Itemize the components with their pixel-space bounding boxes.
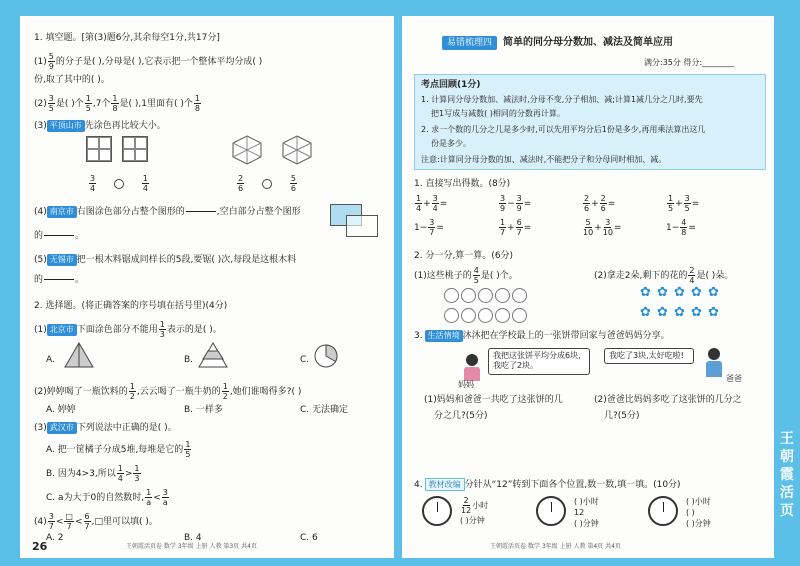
option-text: < [153,493,161,503]
mom-speech-bubble: 我把这张饼平均分成6块,我吃了2块。 [488,348,590,375]
calc-item [666,218,696,237]
denominator: 10 [583,228,594,237]
numerator: 3 [684,194,690,203]
calc-item [414,194,447,213]
q1-3 [34,120,166,132]
review-item: 1. 计算同分母分数加、减法时,分母不变,分子相加、减;计算1减几分之几时,要先 [421,95,703,104]
mom-figure-icon [462,354,482,382]
q1-2-text: 是( ),1里面有( )个 [119,99,193,109]
denominator: 8 [112,104,118,113]
equals: = [523,223,532,233]
q2-2-option-c[interactable]: C. 无法确定 [300,405,349,415]
flower-icon: ✿ [691,305,702,320]
fraction [64,512,74,531]
numerator: 3 [48,512,54,521]
numerator: 1 [222,382,228,391]
r-q1-title: 1. 直接写出得数。(8分) [414,179,511,189]
denominator: 10 [602,228,613,237]
option-text: > [124,469,133,479]
q2-4-label: (4) [34,517,47,527]
operator: 1− [414,223,428,233]
square-grid-shape [86,136,112,162]
fraction [84,512,91,531]
flower-icon: ✿ [708,285,719,300]
dad-speech-bubble: 我吃了3块,太好吃啦! [604,348,694,364]
right-page [402,16,774,558]
r-q3-header [414,330,670,342]
r-q4-header [414,478,681,491]
peach-icon [495,288,510,303]
calc-item [582,194,615,213]
hour-unit: 小时 [694,497,711,506]
r-q2-2-text: (2)拿走2朵,剩下的花的 [594,271,688,281]
denominator: 4 [117,474,123,483]
denominator: 6 [584,204,590,213]
equals: = [691,199,700,209]
city-tag: 平顶山市 [47,120,85,132]
denominator: 12 [574,508,585,517]
equals: = [607,199,616,209]
q2-3-option-c[interactable] [46,488,170,507]
fraction [516,194,523,213]
review-note: 注意:计算同分母分数的加、减法时,不能把分子和分母同时相加、减。 [421,155,667,164]
q2-2-option-b[interactable]: B. 一样多 [184,405,223,415]
denominator: 8 [681,228,687,237]
fraction [194,94,201,113]
scenario-tag: 生活情境 [425,330,463,342]
left-page [20,16,394,558]
q2-3 [34,422,177,434]
numerator: 6 [84,512,90,521]
city-tag: 北京市 [47,324,77,336]
city-tag: 南京市 [47,206,77,218]
flower-icon: ✿ [640,285,651,300]
fraction [111,94,118,113]
denominator: 4 [90,184,96,193]
clock-icon [422,496,452,526]
calc-item [582,218,621,237]
fraction [159,320,166,339]
triangle-shape [198,342,228,368]
denominator: 7 [429,228,435,237]
flower-icon: ✿ [640,305,651,320]
clock-icon [536,496,566,526]
q1-5-cont [34,274,84,286]
numerator: 5 [48,52,54,61]
denominator: 7 [66,522,72,531]
square-grid-shape [122,136,148,162]
numerator: 1 [668,194,674,203]
q2-4 [34,512,158,531]
q1-4 [34,206,301,218]
denominator: 7 [516,228,522,237]
q1-5 [34,254,296,266]
numerator: □ [65,512,73,521]
minute-unit: 分钟 [582,519,599,528]
flower-icon: ✿ [691,285,702,300]
q1-5-text: 的 [34,275,44,285]
numerator: 1 [129,382,135,391]
q2-4-text: < [55,517,64,527]
review-item: 把1写成与减数( )相同的分数再计算。 [431,109,565,118]
fraction [461,496,471,515]
calc-item [498,218,531,237]
option-text: A. 把一筐橘子分成5堆,每堆是它的 [46,445,184,455]
r-q3-1: (1)妈妈和爸爸一共吃了这张饼的几 [424,395,563,405]
fraction [85,94,92,113]
denominator: a [146,498,152,507]
peach-icon [461,308,476,323]
clock-icon [648,496,678,526]
q2-2-option-a[interactable]: A. 婷婷 [46,405,76,415]
r-q2-title: 2. 分一分,算一算。(6分) [414,251,514,261]
r-q4-title: 分针从“12”转到下面各个位置,数一数,填一填。(10分) [464,480,681,490]
q1-4-text: 的 [34,231,44,241]
section-title: 简单的同分母分数加、减法及简单应用 [503,37,674,49]
operator: − [507,199,515,209]
q2-1-option-b[interactable]: B. [184,355,194,365]
compare-row-2 [236,174,298,193]
fraction [432,194,439,213]
q2-2 [34,382,301,401]
numerator: 1 [85,94,91,103]
q1-1-text: 的分子是( ),分母是( ),它表示把一个整体平均分成( ) [55,57,263,67]
hour-unit: 小时 [582,497,599,506]
fraction [600,194,607,213]
circle-shape [314,344,338,368]
numerator: 2 [584,194,590,203]
blank-fraction[interactable] [186,211,216,212]
q1-4-text: ,空白部分占整个图形 [216,207,301,217]
review-item: 份是多少。 [431,139,471,148]
q1-2-text: 是( )个 [55,99,84,109]
clock-3-answer: ( )小时 ( ) ( )分钟 [686,497,711,528]
fraction [89,174,96,193]
fraction [117,464,124,483]
grid-figure-rect [346,215,378,237]
peach-icon [512,308,527,323]
hour-unit: 小时 [472,501,489,510]
numerator: 1 [159,320,165,329]
blank-fraction[interactable] [44,279,74,280]
flower-icon: ✿ [674,305,685,320]
operator: + [507,223,515,233]
q1-2 [34,94,202,113]
numerator: 3 [516,194,522,203]
numerator: 3 [605,218,611,227]
fraction [48,94,55,113]
numerator: 1 [112,94,118,103]
fraction [48,52,55,71]
fraction [688,266,695,285]
q2-2-text: ,云云喝了一瓶牛奶的 [136,387,221,397]
dad-label: 爸爸 [726,374,742,383]
numerator: 2 [600,194,606,203]
fraction [583,218,593,237]
review-title: 考点回顾(1分) [421,80,481,90]
q2-4-text: ,□里可以填( )。 [91,517,158,527]
numerator: 3 [500,194,506,203]
numerator: 3 [48,94,54,103]
peach-row [444,308,529,327]
left-footer: 王朝霞活页卷 数学 3年级 上册 人教 第3页 共4页 [126,542,257,550]
hexagon-shapes [232,134,322,166]
calc-item [666,194,699,213]
q2-1-text: 表示的是( )。 [166,325,222,335]
square-shapes [86,136,148,162]
r-q2-1-text: (1)这些桃子的 [414,271,472,281]
denominator: 3 [159,330,165,339]
peach-icon [444,308,459,323]
numerator: 1 [185,440,191,449]
q1-4-text: 右图涂色部分占整个图形的 [76,207,185,217]
r-q3-2b: 几?(5分) [604,411,640,421]
q2-1-label: (1) [34,325,47,335]
textbook-tag: 教材改编 [425,478,465,491]
flower-row [640,286,725,300]
minute-unit: 分钟 [468,516,485,525]
denominator: 2 [222,392,228,401]
clock-2-answer: ( )小时 12 ( )分钟 [574,497,599,528]
q1-5-text: 把一根木料锯成同样长的5段,要锯( )次,每段是这根木料 [76,255,297,265]
denominator: 9 [516,204,522,213]
peach-icon [444,288,459,303]
fraction [145,488,152,507]
q2-1-option-c[interactable]: C. [300,355,310,365]
q2-4-text: < [74,517,83,527]
section-tag: 易错梳理四 [442,36,497,50]
r-q4-number: 4. [414,480,423,490]
operator: 1− [666,223,680,233]
flower-icon: ✿ [708,305,719,320]
q2-2-text: ,她们谁喝得多?( ) [229,387,302,397]
q1-title: 1. 填空题。[第(3)题6分,其余每空1分,共17分] [34,33,220,43]
equals: = [436,223,444,233]
q2-3-label: (3) [34,423,47,433]
fraction [142,174,149,193]
flower-icon: ✿ [657,305,668,320]
numerator: 3 [432,194,438,203]
q1-3-label: (3) [34,121,47,131]
numerator: 2 [238,174,244,183]
grid-figure [330,204,378,238]
numerator: 2 [689,266,695,275]
q2-1-text: 下面涂色部分不能用 [76,325,158,335]
clock-1-answer: $\frac{2}{12}$ 小时 ( )分钟 [460,496,489,525]
q2-4-option-c[interactable]: C. 6 [300,533,318,543]
q1-1 [34,52,262,71]
q2-1-option-a[interactable]: A. [46,355,55,365]
peach-icon [495,308,510,323]
fraction [667,194,674,213]
numerator: 6 [516,218,522,227]
flower-icon: ✿ [657,285,668,300]
q1-4-label: (4) [34,207,47,217]
denominator: 5 [684,204,690,213]
city-tag: 武汉市 [47,422,77,434]
operator: + [675,199,683,209]
denominator: 5 [85,104,91,113]
numerator: 3 [429,218,435,227]
section-header [442,36,673,50]
q2-3-option-a[interactable] [46,440,192,459]
numerator: 3 [162,488,168,497]
r-q2-1-text: 是( )个。 [480,271,518,281]
triangle-shape [64,342,94,368]
q1-5-label: (5) [34,255,47,265]
numerator: 5 [290,174,296,183]
option-text: B. 因为4>3,所以 [46,469,116,479]
denominator: 9 [500,204,506,213]
denominator: a [162,498,168,507]
denominator: 7 [500,228,506,237]
denominator: 5 [185,450,191,459]
fraction [48,512,55,531]
numerator: 4 [681,218,687,227]
fraction [133,464,140,483]
numerator: 2 [463,496,469,505]
fraction [603,218,613,237]
right-footer: 王朝霞活页卷 数学 3年级 上册 人教 第4页 共4页 [490,542,621,550]
q2-1 [34,320,222,339]
denominator: 7 [84,522,90,531]
fraction [162,488,169,507]
fraction [499,194,506,213]
q1-2-label: (2) [34,99,47,109]
flower-icon: ✿ [674,285,685,300]
denominator: 2 [129,392,135,401]
denominator: 4 [689,276,695,285]
denominator: 9 [48,62,54,71]
r-q2-2 [594,266,733,285]
denominator: 4 [142,184,148,193]
equals: = [613,223,622,233]
q2-3-option-b[interactable] [46,464,142,483]
q1-1-label: (1) [34,57,47,67]
q2-title: 2. 选择题。(将正确答案的序号填在括号里)(4分) [34,301,228,311]
r-q3-1b: 分之几?(5分) [434,411,488,421]
q1-1-cont: 份,取了其中的( )。 [34,75,110,85]
peach-icon [512,288,527,303]
q1-5-text: 。 [75,275,85,285]
r-q3-title: 沐沐把在学校最上的一张饼带回家与爸爸妈妈分享。 [462,331,670,341]
r-q3-number: 3. [414,331,423,341]
option-text: C. a为大于0的自然数时, [46,493,145,503]
denominator: 4 [416,204,422,213]
numerator: 1 [117,464,123,473]
peach-row [444,288,529,307]
dad-figure-icon [704,348,724,378]
fraction [516,218,523,237]
fraction [184,440,191,459]
review-box [414,74,766,170]
compare-circle-input[interactable] [262,179,272,189]
city-tag: 无锡市 [47,254,77,266]
numerator: 5 [585,218,591,227]
review-item: 2. 求一个数的几分之几是多少时,可以先用平均分后1份是多少,再用乘法算出这几 [421,125,706,134]
brand-logo: 王朝霞活页 [780,431,794,519]
fraction [129,382,136,401]
r-q3-2: (2)爸爸比妈妈多吃了这张饼的几分之 [594,395,742,405]
operator: + [591,199,599,209]
flower-row [640,306,725,320]
operator: + [594,223,602,233]
calc-item [498,194,531,213]
page-number: 26 [32,540,48,553]
mom-label: 妈妈 [458,380,474,389]
denominator: 6 [600,204,606,213]
denominator: 5 [668,204,674,213]
denominator: 3 [134,474,140,483]
fraction [680,218,687,237]
fraction [583,194,590,213]
fraction [237,174,244,193]
numerator: 1 [146,488,152,497]
fraction [222,382,229,401]
denominator: 4 [432,204,438,213]
equals: = [688,223,696,233]
blank-fraction[interactable] [44,235,74,236]
q1-2-text: ,7个 [92,99,111,109]
q2-2-text: (2)婷婷喝了一瓶饮料的 [34,387,128,397]
calc-item [414,218,444,237]
q2-4-option-a[interactable]: A. 2 [46,533,64,543]
q2-3-text: 下列说法中正确的是( )。 [76,423,177,433]
numerator: 1 [134,464,140,473]
fraction [684,194,691,213]
denominator: 5 [473,276,479,285]
q2-4-option-b[interactable]: B. 4 [184,533,202,543]
numerator: 1 [416,194,422,203]
equals: = [523,199,532,209]
peach-icon [478,308,493,323]
numerator: 1 [142,174,148,183]
r-q2-1 [414,266,518,285]
numerator: 3 [90,174,96,183]
r-q2-2-text: 是( )朵。 [696,271,734,281]
equals: = [439,199,448,209]
fraction [428,218,435,237]
minute-unit: 分钟 [694,519,711,528]
operator: + [423,199,431,209]
compare-circle-input[interactable] [114,179,124,189]
denominator: 6 [238,184,244,193]
q1-4-cont [34,230,84,242]
fraction [473,266,480,285]
denominator: 5 [48,104,54,113]
numerator: 1 [194,94,200,103]
fraction [290,174,297,193]
q1-4-text: 。 [75,231,85,241]
numerator: 4 [473,266,479,275]
fraction [499,218,506,237]
denominator: 8 [194,104,200,113]
peach-icon [478,288,493,303]
compare-row-1 [88,174,150,193]
fraction [415,194,422,213]
q1-3-text: 先涂色再比较大小。 [84,121,166,131]
denominator: 7 [48,522,54,531]
numerator: 1 [500,218,506,227]
score-line: 满分:35分 得分:________ [644,58,735,67]
peach-icon [461,288,476,303]
denominator: 12 [461,506,472,515]
denominator: 6 [290,184,296,193]
